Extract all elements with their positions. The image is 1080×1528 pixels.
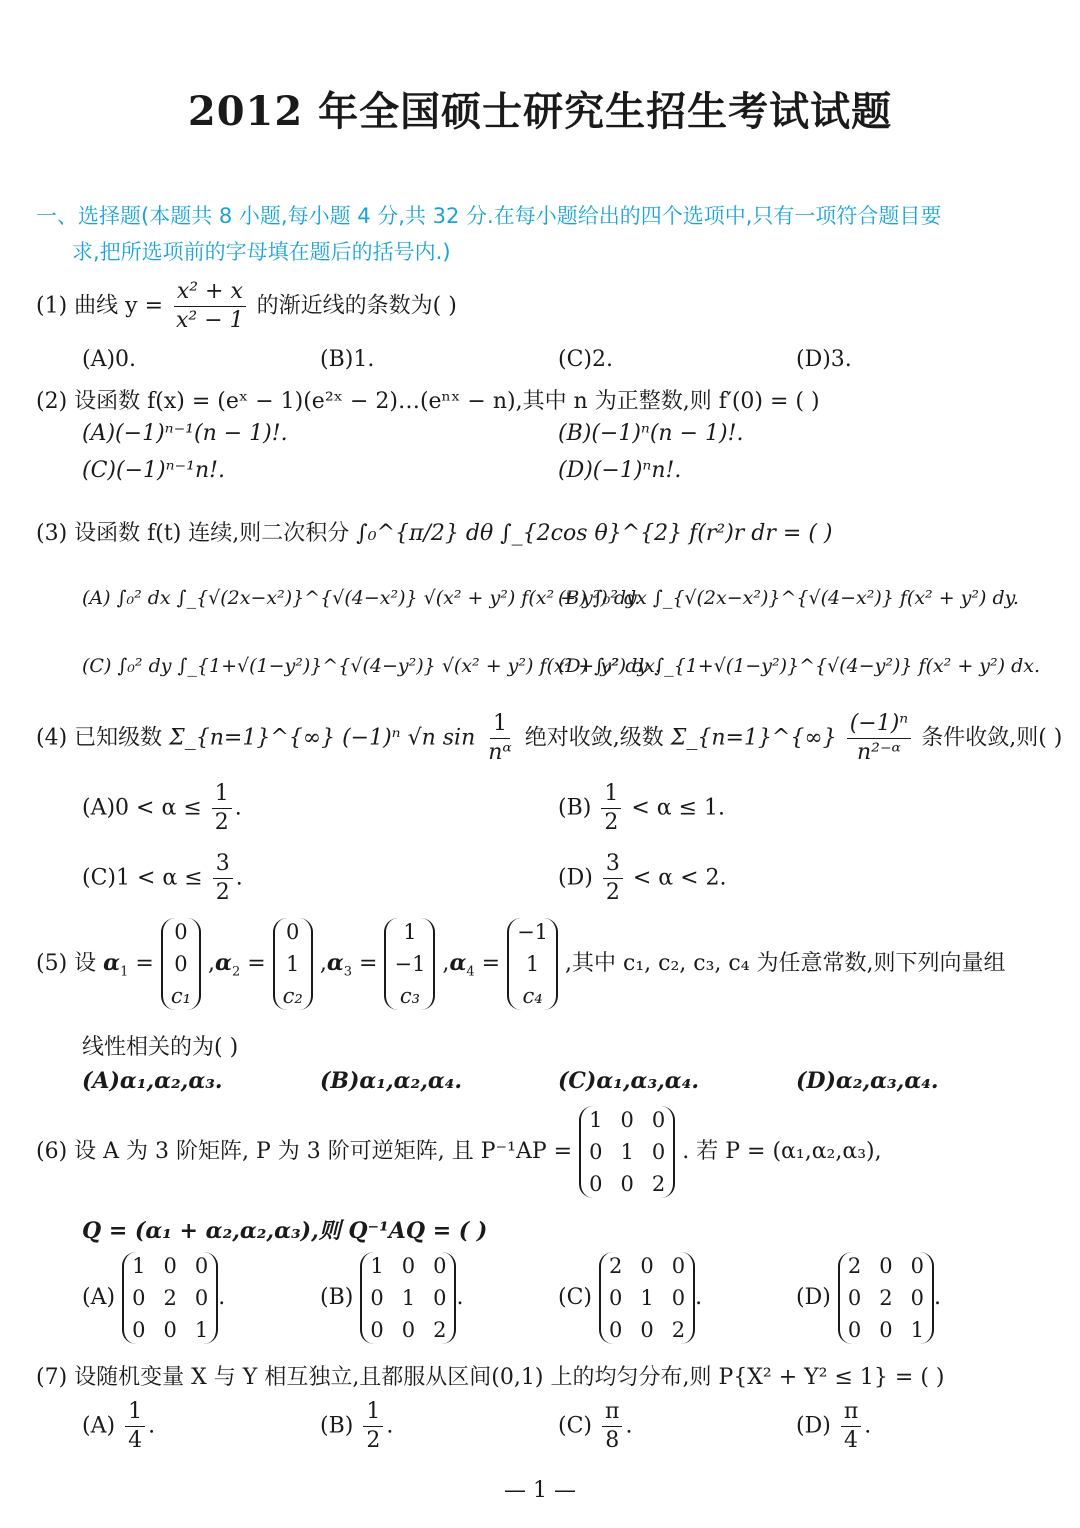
q6-b-2: 0 — [433, 1254, 447, 1278]
section-heading — [36, 198, 1046, 270]
q6-b-8: 2 — [433, 1318, 447, 1342]
q1-fraction — [173, 278, 247, 335]
q4-frac1-den: nᵅ — [488, 740, 512, 765]
q6-c-6: 0 — [609, 1318, 623, 1342]
q6-optc-label: (C) — [558, 1285, 592, 1310]
q6-a-0: 1 — [132, 1254, 146, 1278]
q5-vector-a4 — [507, 918, 558, 1010]
q2-option-a: (A)(−1)ⁿ⁻¹(n − 1)!. — [82, 421, 288, 446]
q6-option-b: (B) 1 0 0 0 1 0 0 0 2 . — [320, 1254, 464, 1342]
q7-opta-den: 4 — [128, 1428, 143, 1453]
question-1 — [36, 278, 457, 335]
q4-option-b — [558, 780, 725, 837]
q7-option-c: (C) $\frac{\pi}{8}$ . — [558, 1399, 633, 1453]
question-7: (7) 设随机变量 X 与 Y 相互独立,且都服从区间(0,1) 上的均匀分布,则 P{X² + Y² ≤ 1} = ( ) — [36, 1365, 945, 1390]
q6-c-4: 1 — [640, 1286, 654, 1310]
q2-option-d: (D)(−1)ⁿn!. — [558, 458, 682, 483]
q7-opta-label: (A) — [82, 1413, 116, 1439]
q4-optc-num: 3 — [213, 850, 233, 879]
question-6 — [36, 1106, 882, 1198]
q6-c-8: 2 — [671, 1318, 686, 1342]
q6-optb-label: (B) — [320, 1285, 354, 1310]
q7-optb-num: 1 — [363, 1398, 383, 1427]
q7-optc-den: 8 — [605, 1428, 620, 1453]
q5-vector-a1 — [161, 918, 201, 1010]
q3-option-c: (C) ∫₀² dy ∫_{1+√(1−y²)}^{√(4−y²)} √(x² + y²) f(x² + y²) dx. — [82, 655, 661, 677]
q5-a3-2: c₃ — [399, 984, 421, 1008]
q6-prefix: (6) 设 A 为 3 阶矩阵, P 为 3 阶可逆矩阵, 且 P⁻¹AP = — [36, 1139, 573, 1164]
q6-a-6: 0 — [132, 1318, 146, 1342]
q6-b-6: 0 — [370, 1318, 384, 1342]
q5-a3-1: −1 — [394, 952, 426, 976]
q7-opta-num: 1 — [125, 1398, 145, 1427]
q5-a4-0: −1 — [517, 920, 549, 944]
q7-optc-label: (C) — [558, 1413, 592, 1439]
q3-option-d: (D) ∫₀² dy ∫_{1+√(1−y²)}^{√(4−y²)} f(x² + y²) dx. — [558, 655, 1041, 677]
q6-option-c: (C) 2 0 0 0 1 0 0 0 2 . — [558, 1254, 703, 1342]
q4-frac1-num: 1 — [490, 710, 510, 739]
q4-optb-label: (B) — [558, 795, 592, 821]
q1-prefix: (1) 曲线 y = — [36, 293, 164, 319]
q4-opta-text: (A)0 < α ≤ — [82, 795, 202, 821]
question-4 — [36, 710, 1062, 767]
q6-m-5: 0 — [651, 1140, 666, 1164]
q3-prefix: (3) 设函数 f(t) 连续,则二次积分 — [36, 521, 350, 546]
q4-optd-fraction — [603, 850, 623, 907]
q4-option-d — [558, 850, 727, 907]
q4-text-1: (4) 已知级数 — [36, 725, 163, 751]
q6-option-d: (D) 2 0 0 0 2 0 0 0 1 . — [796, 1254, 941, 1342]
q6-matrix — [579, 1106, 675, 1198]
q5-a4-2: c₄ — [522, 984, 543, 1008]
q7-optb-label: (B) — [320, 1413, 354, 1439]
q4-optb-fraction — [601, 780, 621, 837]
q6-m-0: 1 — [589, 1108, 603, 1132]
q7-option-d: (D) $\frac{\pi}{4}$ . — [796, 1399, 872, 1453]
q6-d-5: 0 — [910, 1286, 924, 1310]
q6-m-1: 0 — [620, 1108, 634, 1132]
q7-optd-fraction — [841, 1398, 861, 1455]
q4-text-2: 绝对收敛,级数 — [524, 725, 664, 751]
q6-opta-label: (A) — [82, 1285, 116, 1310]
page-title: 2012 年全国硕士研究生招生考试试题 — [187, 88, 893, 135]
q5-a3-0: 1 — [403, 920, 417, 944]
q3-option-b: (B) ∫₀² dx ∫_{√(2x−x²)}^{√(4−x²)} f(x² + y²) dy. — [558, 587, 1019, 609]
q6-option-a: (A) 1 0 0 0 2 0 0 0 1 . — [82, 1254, 226, 1342]
q1-numerator: x² + x — [174, 278, 246, 307]
q6-optd-matrix — [838, 1252, 934, 1344]
q1-suffix: 的渐近线的条数为( ) — [256, 293, 457, 319]
q1-denominator: x² − 1 — [176, 308, 244, 333]
q6-c-5: 0 — [671, 1286, 686, 1310]
q4-optd-text: < α < 2. — [632, 865, 727, 891]
q6-m-2: 0 — [651, 1108, 666, 1132]
q4-series-1: Σ_{n=1}^{∞} (−1)ⁿ √n sin — [169, 725, 476, 751]
q4-fraction-2 — [847, 710, 912, 767]
q5-a2-1: 1 — [286, 952, 300, 976]
q6-d-7: 0 — [879, 1318, 893, 1342]
q4-opta-fraction — [212, 780, 232, 837]
q7-optc-fraction — [602, 1398, 622, 1455]
q1-option-a: (A)0. — [82, 347, 137, 372]
q6-opta-matrix — [122, 1252, 218, 1344]
q4-fraction-1 — [485, 710, 515, 767]
q6-c-3: 0 — [609, 1286, 623, 1310]
q6-m-6: 0 — [589, 1172, 603, 1196]
q6-optc-matrix — [599, 1252, 695, 1344]
q7-optb-den: 2 — [366, 1428, 381, 1453]
q4-series-2: Σ_{n=1}^{∞} — [670, 725, 837, 751]
q5-suffix: ,其中 c₁, c₂, c₃, c₄ 为任意常数,则下列向量组 — [565, 951, 1006, 976]
question-3 — [36, 516, 833, 547]
q6-c-1: 0 — [640, 1254, 654, 1278]
q6-a-1: 0 — [163, 1254, 177, 1278]
q6-b-1: 0 — [401, 1254, 416, 1278]
q5-a2-2: c₂ — [282, 984, 303, 1008]
q1-option-b: (B)1. — [320, 347, 375, 372]
q4-opta-num: 1 — [212, 780, 232, 809]
q6-a-7: 0 — [163, 1318, 177, 1342]
q6-b-7: 0 — [401, 1318, 416, 1342]
q4-opta-den: 2 — [214, 810, 229, 835]
q6-b-5: 0 — [433, 1286, 447, 1310]
q5-a2-0: 0 — [286, 920, 300, 944]
q5-option-a: (A)α₁,α₂,α₃. — [82, 1068, 223, 1094]
q6-d-2: 0 — [910, 1254, 924, 1278]
question-2: (2) 设函数 f(x) = (eˣ − 1)(e²ˣ − 2)…(eⁿˣ − n),其中 n 为正整数,则 f′(0) = ( ) — [36, 389, 820, 414]
q6-b-4: 1 — [401, 1286, 416, 1310]
q3-integral: ∫₀^{π/2} dθ ∫_{2cos θ}^{2} f(r²)r dr = ( ) — [356, 521, 833, 546]
q6-d-4: 2 — [879, 1286, 893, 1310]
q6-a-4: 2 — [163, 1286, 177, 1310]
q4-frac2-den: n²⁻ᵅ — [856, 740, 901, 765]
q7-optd-den: 4 — [844, 1428, 859, 1453]
q6-a-2: 0 — [194, 1254, 209, 1278]
q5-prefix: (5) 设 — [36, 951, 97, 976]
q6-d-3: 0 — [847, 1286, 862, 1310]
q5-option-b: (B)α₁,α₂,α₄. — [320, 1068, 463, 1094]
q6-a-8: 1 — [194, 1318, 209, 1342]
q6-m-4: 1 — [620, 1140, 634, 1164]
q5-a4-1: 1 — [525, 952, 540, 976]
q4-text-3: 条件收敛,则( ) — [921, 725, 1063, 751]
q7-option-a: (A) $\frac{1}{4}$ . — [82, 1399, 156, 1453]
q6-line-2: Q = (α₁ + α₂,α₂,α₃),则 Q⁻¹AQ = ( ) — [82, 1218, 488, 1244]
q5-a1-1: 0 — [174, 952, 188, 976]
q7-option-b: (B) $\frac{1}{2}$ . — [320, 1399, 394, 1453]
q7-optc-num: π — [602, 1398, 622, 1427]
q7-opta-fraction — [125, 1398, 145, 1455]
q4-optb-num: 1 — [601, 780, 621, 809]
q2-option-b: (B)(−1)ⁿ(n − 1)!. — [558, 421, 744, 446]
q5-line-2: 线性相关的为( ) — [82, 1035, 239, 1060]
q4-optd-label: (D) — [558, 865, 593, 891]
question-5: (5) 设 $\alpha_1$ = 0 0 c₁ $,\alpha_2$ = 0 1 c₂ $,\alpha_3$ = 1 −1 c₃ $,\alpha_4$ = −1 1 c₄ ,其中 c₁, c₂, c₃, c₄ 为任意常数,则下列向量组 — [36, 920, 1006, 1008]
q4-frac2-num: (−1)ⁿ — [847, 710, 912, 739]
q6-suffix: . 若 P = (α₁,α₂,α₃), — [682, 1139, 882, 1164]
q5-option-d: (D)α₂,α₃,α₄. — [796, 1068, 939, 1094]
section-line-1: 一、选择题(本题共 8 小题,每小题 4 分,共 32 分.在每小题给出的四个选项中,只有一项符合题目要 — [36, 204, 942, 228]
q6-m-7: 0 — [620, 1172, 634, 1196]
q6-d-8: 1 — [910, 1318, 924, 1342]
q4-option-c: (C)1 < α ≤ $\frac{3}{2}$ . — [82, 851, 243, 905]
q6-d-0: 2 — [847, 1254, 862, 1278]
q4-optb-den: 2 — [604, 810, 619, 835]
q6-b-3: 0 — [370, 1286, 384, 1310]
q3-option-a: (A) ∫₀² dx ∫_{√(2x−x²)}^{√(4−x²)} √(x² + y²) f(x² + y²) dy. — [82, 587, 641, 609]
q6-a-5: 0 — [194, 1286, 209, 1310]
q6-optd-label: (D) — [796, 1285, 831, 1310]
q4-optc-text: (C)1 < α ≤ — [82, 865, 203, 891]
q6-a-3: 0 — [132, 1286, 146, 1310]
q6-c-2: 0 — [671, 1254, 686, 1278]
q4-optc-fraction — [213, 850, 233, 907]
section-line-2: 求,把所选项前的字母填在题后的括号内.) — [72, 240, 451, 264]
q6-d-1: 0 — [879, 1254, 893, 1278]
q7-optd-num: π — [841, 1398, 861, 1427]
q4-optd-den: 2 — [605, 880, 620, 905]
q4-optb-text: < α ≤ 1. — [631, 795, 726, 821]
q5-vector-a2 — [273, 918, 313, 1010]
q6-m-8: 2 — [651, 1172, 666, 1196]
q1-option-d: (D)3. — [796, 347, 852, 372]
q2-option-c: (C)(−1)ⁿ⁻¹n!. — [82, 458, 225, 483]
q6-c-0: 2 — [609, 1254, 623, 1278]
q5-a1-0: 0 — [174, 920, 188, 944]
q5-vector-a3 — [384, 918, 435, 1010]
q7-optd-label: (D) — [796, 1413, 831, 1439]
q6-optb-matrix — [360, 1252, 456, 1344]
q5-option-c: (C)α₁,α₃,α₄. — [558, 1068, 700, 1094]
q7-optb-fraction — [363, 1398, 383, 1455]
q4-optd-num: 3 — [603, 850, 623, 879]
q6-d-6: 0 — [847, 1318, 862, 1342]
q6-b-0: 1 — [370, 1254, 384, 1278]
q6-m-3: 0 — [589, 1140, 603, 1164]
q1-option-c: (C)2. — [558, 347, 613, 372]
q6-c-7: 0 — [640, 1318, 654, 1342]
page-number: — 1 — — [504, 1478, 576, 1503]
q4-option-a: (A)0 < α ≤ $\frac{1}{2}$ . — [82, 781, 242, 835]
q4-optc-den: 2 — [215, 880, 230, 905]
q5-a1-2: c₁ — [170, 984, 191, 1008]
